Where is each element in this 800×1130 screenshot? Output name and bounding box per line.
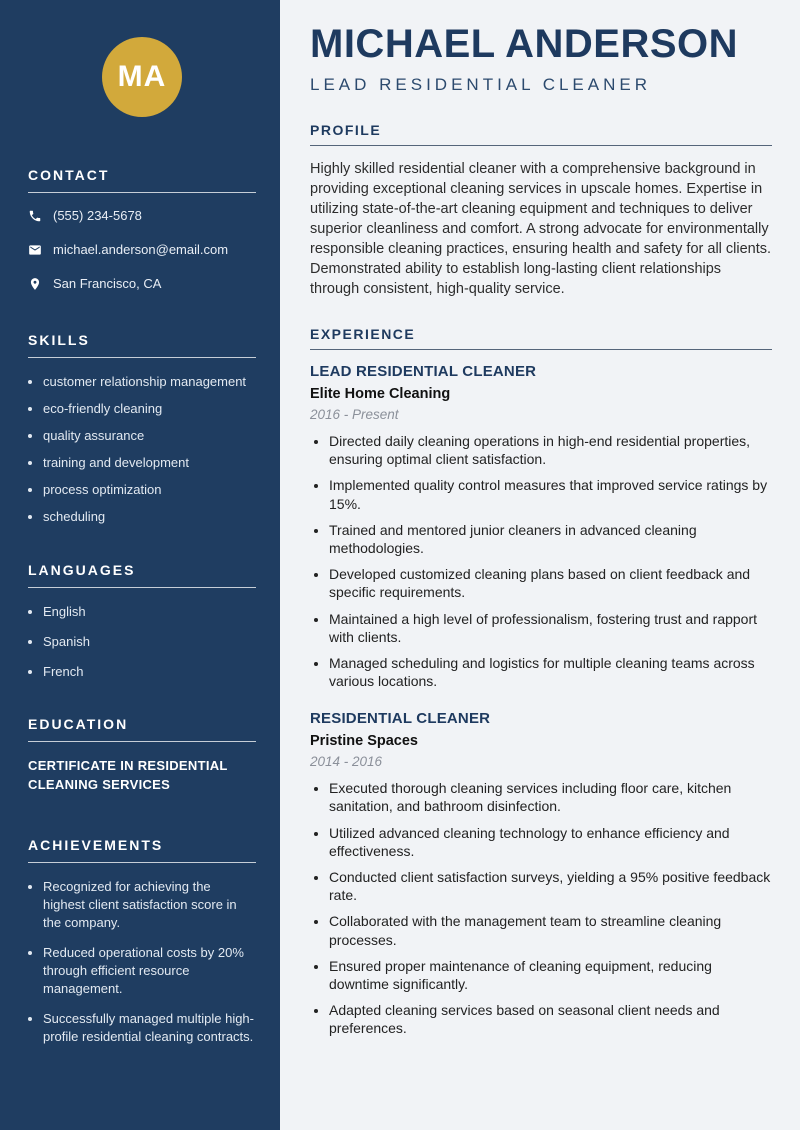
skills-heading: SKILLS: [28, 332, 90, 348]
job-company: Pristine Spaces: [310, 733, 418, 750]
job-bullet: • Collaborated with the management team to streamline cleaning processes.: [329, 912, 772, 948]
achievements-heading: ACHIEVEMENTS: [28, 837, 164, 854]
divider: [28, 862, 256, 863]
location-icon: [28, 276, 42, 296]
contact-section: [28, 167, 256, 296]
education-degree: CERTIFICATE IN RESIDENTIAL CLEANING SERVICES: [28, 758, 228, 793]
job-dates: 2014 - 2016: [310, 754, 383, 770]
sidebar: [0, 0, 280, 1130]
divider: [310, 349, 772, 350]
skills-list: [28, 373, 256, 526]
divider: [28, 741, 256, 742]
language-item: • Spanish: [43, 633, 256, 651]
achievement-item: • Successfully managed multiple high-profile residential cleaning contracts.: [43, 1010, 256, 1046]
job-company: Elite Home Cleaning: [310, 386, 451, 402]
job-dates: 2016 - Present: [310, 407, 399, 422]
email-icon: [28, 242, 42, 262]
job-bullet: • Adapted cleaning services based on seasonal client needs and preferences.: [329, 1001, 772, 1037]
achievements-list: [28, 878, 256, 1046]
skill-item: • scheduling: [43, 508, 256, 526]
job-bullet: • Utilized advanced cleaning technology to enhance efficiency and effectiveness.: [329, 824, 772, 860]
divider: [310, 145, 772, 146]
achievement-item: • Reduced operational costs by 20% through efficient resource management.: [43, 944, 256, 998]
contact-row-phone: [28, 208, 256, 228]
job-bullet: • Conducted client satisfaction surveys, yielding a 95% positive feedback rate.: [329, 868, 772, 904]
avatar: [102, 37, 182, 117]
job-bullet: • Managed scheduling and logistics for multiple cleaning teams across various locations.: [329, 654, 772, 690]
languages-section: [28, 562, 256, 681]
job-bullet: • Maintained a high level of professionalism, fostering trust and rapport with clients.: [329, 610, 772, 646]
job-entry: [310, 363, 772, 690]
skill-item: • customer relationship management: [43, 373, 256, 391]
contact-heading: CONTACT: [28, 167, 110, 183]
profile-text: Highly skilled residential cleaner with a comprehensive background in providing exceptional cleaning services in upscale homes. Expertise in utilizing state-of-the-art cleaning equipment and techniques to deliver superior cleanliness and comfort. A strong advocate for environmentally responsible cleaning practices, ensuring health and safety for all clients. Demonstrated ability to establish long-lasting client relationships through consistent, high-quality service.: [310, 161, 772, 297]
job-entry: [310, 710, 772, 1037]
phone-number: (555) 234-5678: [53, 208, 142, 223]
divider: [28, 357, 256, 358]
job-role: LEAD RESIDENTIAL CLEANER: [310, 363, 537, 380]
skill-item: • process optimization: [43, 481, 256, 499]
candidate-title: LEAD RESIDENTIAL CLEANER: [310, 75, 651, 94]
achievements-section: [28, 837, 256, 1046]
language-item: • English: [43, 603, 256, 621]
contact-row-location: [28, 276, 256, 296]
phone-icon: [28, 208, 42, 228]
job-bullet: • Developed customized cleaning plans based on client feedback and specific requirements.: [329, 565, 772, 601]
avatar-initials: MA: [117, 60, 167, 93]
achievement-item: • Recognized for achieving the highest client satisfaction score in the company.: [43, 878, 256, 932]
job-bullets: [310, 432, 772, 690]
skill-item: • training and development: [43, 454, 256, 472]
language-item: • French: [43, 663, 256, 681]
divider: [28, 587, 256, 588]
education-section: [28, 716, 256, 795]
divider: [28, 192, 256, 193]
education-heading: EDUCATION: [28, 716, 129, 733]
languages-heading: LANGUAGES: [28, 561, 136, 578]
job-bullet: • Implemented quality control measures that improved service ratings by 15%.: [329, 476, 772, 512]
main-content: [280, 0, 800, 1130]
experience-section: [310, 326, 772, 1038]
profile-heading: PROFILE: [310, 122, 382, 138]
job-role: RESIDENTIAL CLEANER: [310, 710, 491, 728]
languages-list: [28, 603, 256, 681]
job-bullet: • Trained and mentored junior cleaners in advanced cleaning methodologies.: [329, 521, 772, 557]
contact-row-email: [28, 242, 256, 262]
email-address: michael.anderson@email.com: [53, 242, 229, 257]
profile-section: [310, 122, 772, 299]
skill-item: • quality assurance: [43, 427, 256, 445]
job-bullet: • Directed daily cleaning operations in high-end residential properties, ensuring optimal client satisfaction.: [329, 432, 772, 468]
job-bullet: • Executed thorough cleaning services including floor care, kitchen sanitation, and bathroom disinfection.: [329, 779, 772, 815]
candidate-name: MICHAEL ANDERSON: [310, 22, 739, 66]
job-bullet: • Ensured proper maintenance of cleaning equipment, reducing downtime significantly.: [329, 957, 772, 993]
location-text: San Francisco, CA: [53, 276, 162, 291]
job-bullets: [310, 779, 772, 1037]
experience-heading: EXPERIENCE: [310, 326, 416, 342]
skills-section: [28, 332, 256, 526]
skill-item: • eco-friendly cleaning: [43, 400, 256, 418]
